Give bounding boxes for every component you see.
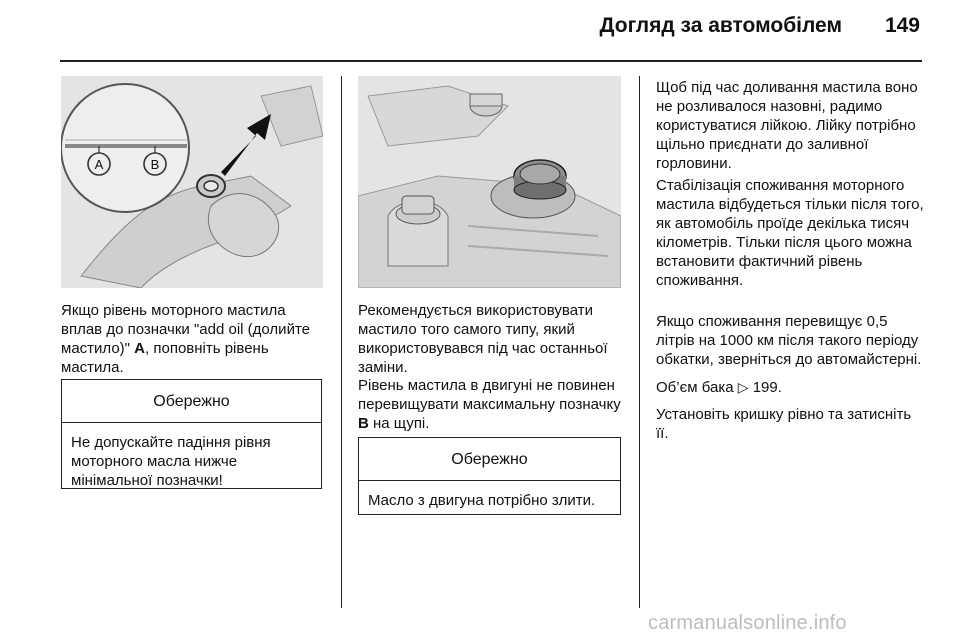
col1-warning-box — [61, 379, 322, 489]
col2-warning-box — [358, 437, 621, 515]
col3-paragraph-3: Якщо споживання перевищує 0,5 літрів на 1000 км після такого періоду обкатки, зверніться до автомайстерні. — [656, 313, 922, 368]
warning-text: Не допускайте падіння рівня моторного масла нижче мінімальної позначки! — [71, 434, 271, 489]
dipstick-illustration — [61, 76, 323, 288]
arrow-ref-icon: ▷ — [737, 379, 749, 395]
col2-paragraph-2: Рівень мастила в двигуні не повинен перевищувати максимальну позначку B на щупі. — [358, 377, 621, 432]
page-reference-link[interactable]: 199 — [752, 379, 778, 396]
page-number: 149 — [884, 14, 920, 37]
warning-title: Обережно — [62, 380, 321, 423]
column-divider-1 — [341, 76, 342, 608]
warning-text: Масло з двигуна потрібно злити. — [368, 492, 596, 509]
col3-paragraph-5: Установіть кришку рівно та затисніть її. — [656, 406, 912, 442]
col3-paragraph-1: Щоб під час доливання мастила воно не розливалося назовні, радимо користуватися лійкою. Лійку потрібно щільно приєднати до заливної горловини. — [656, 79, 918, 172]
column-divider-2 — [639, 76, 640, 608]
oil-filler-cap-illustration — [358, 76, 621, 288]
footer-watermark: carmanualsonline.info — [648, 612, 847, 634]
page-header-title: Догляд за автомобілем — [599, 14, 842, 37]
col3-paragraph-4: Об’єм бака ▷ 199. — [656, 379, 782, 396]
figure-label-a: A — [94, 157, 104, 172]
ref-marker-a: A — [134, 340, 146, 357]
ref-marker-b: B — [358, 415, 369, 432]
figure-label-b: B — [150, 157, 160, 172]
warning-title: Обережно — [359, 438, 620, 481]
header-rule — [60, 60, 922, 62]
col3-paragraph-2: Стабілізація споживання моторного мастила відбудеться тільки після того, як автомобіль проїде декілька тисяч кілометрів. Тільки після цього можна встановити фактичний рівень споживання. — [656, 177, 924, 289]
col2-paragraph-1: Рекомендується використовувати мастило того самого типу, який використовувався під час останньої заміни. — [358, 302, 608, 376]
col1-paragraph-1: Якщо рівень моторного мастила вплав до позначки "add oil (долийте мастило)" A, поповніть рівень мастила. — [61, 302, 310, 376]
